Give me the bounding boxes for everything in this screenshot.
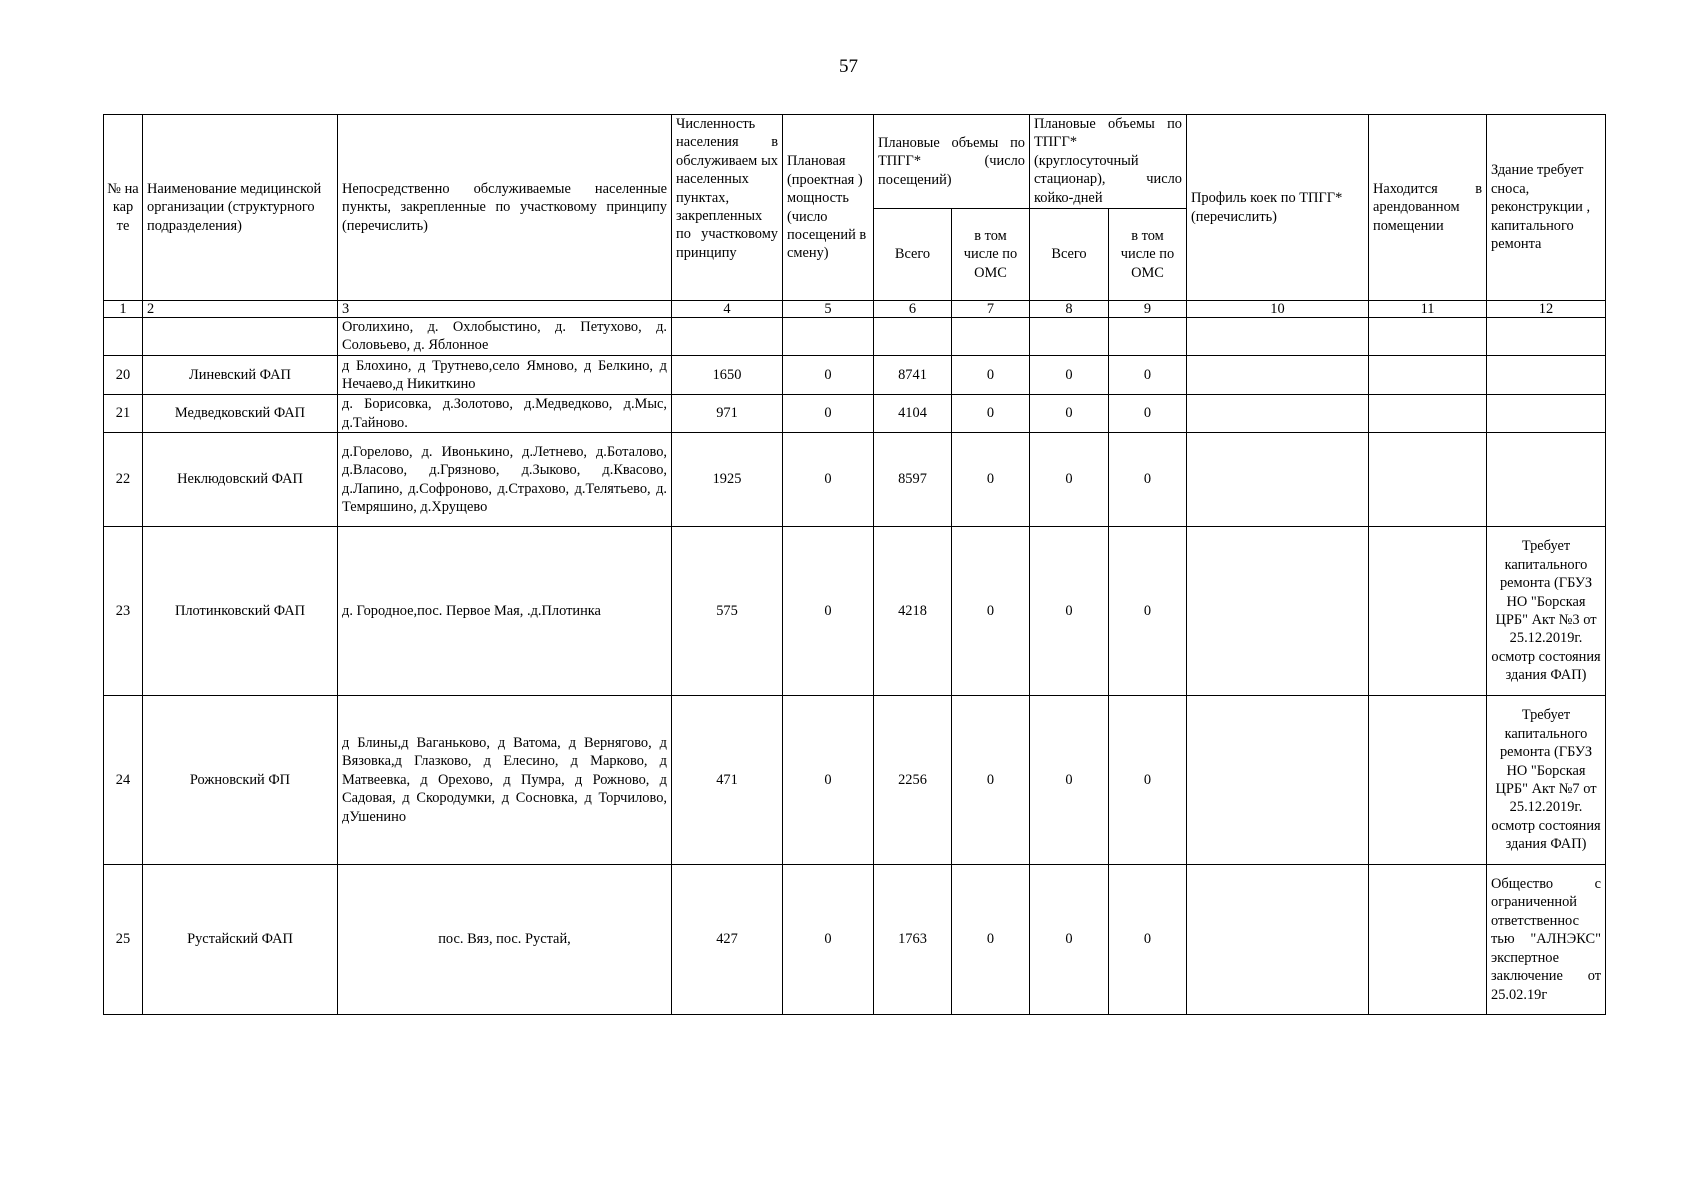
- settlements: д.Горелово, д. Ивонькино, д.Летнево, д.Боталово, д.Власово, д.Грязново, д.Зыково, д.Квасово, д.Лапино, д.Софроново, д.Страхово, д.Телятьево, д. Темряшино, д.Хрущево: [338, 433, 672, 527]
- building-status: Общество с ограниченной ответственнос тью "АЛНЭКС" экспертное заключение от 25.02.19г: [1487, 865, 1606, 1015]
- table-row: [104, 696, 1606, 865]
- cell-empty: [143, 318, 338, 356]
- cell-empty: [874, 318, 952, 356]
- column-numbers-row: [104, 301, 1606, 318]
- header-beds-oms: в том числе по ОМС: [1109, 209, 1187, 301]
- building-status: [1487, 433, 1606, 527]
- settlements: пос. Вяз, пос. Рустай,: [338, 865, 672, 1015]
- header-visits-oms: в том числе по ОМС: [952, 209, 1030, 301]
- colnum-6: 6: [874, 301, 952, 318]
- beds-oms: 0: [1109, 433, 1187, 527]
- rented: [1369, 433, 1487, 527]
- header-col-num: № на кар те: [104, 115, 143, 301]
- visits-oms: 0: [952, 865, 1030, 1015]
- colnum-9: 9: [1109, 301, 1187, 318]
- organization-name: Линевский ФАП: [143, 356, 338, 395]
- population: 1925: [672, 433, 783, 527]
- capacity: 0: [783, 356, 874, 395]
- beds-total: 0: [1030, 527, 1109, 696]
- header-col-bed-profile: Профиль коек по ТПГГ* (перечислить): [1187, 115, 1369, 301]
- capacity: 0: [783, 865, 874, 1015]
- rented: [1369, 865, 1487, 1015]
- beds-oms: 0: [1109, 527, 1187, 696]
- row-number: 25: [104, 865, 143, 1015]
- visits-total: 4104: [874, 395, 952, 433]
- cell-empty: [104, 318, 143, 356]
- colnum-3: 3: [338, 301, 672, 318]
- row-number: 23: [104, 527, 143, 696]
- settlements: д Блины,д Ваганьково, д Ватома, д Вернягово, д Вязовка,д Глазково, д Елесино, д Марково, д Матвеевка, д Орехово, д Пумра, д Рожново, д Садовая, д Скородумки, д Сосновка, д Торчилово, дУшенино: [338, 696, 672, 865]
- building-status: Требует капитального ремонта (ГБУЗ НО "Борская ЦРБ" Акт №3 от 25.12.2019г. осмотр состояния здания ФАП): [1487, 527, 1606, 696]
- rented: [1369, 527, 1487, 696]
- header-row-1: [104, 115, 1606, 209]
- colnum-12: 12: [1487, 301, 1606, 318]
- cell-empty: [1030, 318, 1109, 356]
- row-number: 20: [104, 356, 143, 395]
- bed-profile: [1187, 865, 1369, 1015]
- colnum-11: 11: [1369, 301, 1487, 318]
- population: 1650: [672, 356, 783, 395]
- bed-profile: [1187, 356, 1369, 395]
- beds-total: 0: [1030, 865, 1109, 1015]
- bed-profile: [1187, 433, 1369, 527]
- cell-empty: [783, 318, 874, 356]
- colnum-10: 10: [1187, 301, 1369, 318]
- header-col-organization: Наименование медицинской организации (структурного подразделения): [143, 115, 338, 301]
- table-row: [104, 356, 1606, 395]
- header-col-building: Здание требует сноса, реконструкции , капитального ремонта: [1487, 115, 1606, 301]
- row-number: 22: [104, 433, 143, 527]
- colnum-5: 5: [783, 301, 874, 318]
- building-status: [1487, 395, 1606, 433]
- capacity: 0: [783, 395, 874, 433]
- organization-name: Неклюдовский ФАП: [143, 433, 338, 527]
- rented: [1369, 395, 1487, 433]
- capacity: 0: [783, 433, 874, 527]
- colnum-7: 7: [952, 301, 1030, 318]
- header-col-capacity: Плановая (проектная ) мощность (число посещений в смену): [783, 115, 874, 301]
- rented: [1369, 696, 1487, 865]
- visits-total: 8741: [874, 356, 952, 395]
- settlements: д. Городное,пос. Первое Мая, .д.Плотинка: [338, 527, 672, 696]
- header-col-settlements: Непосредственно обслуживаемые населенные пункты, закрепленные по участковому принципу (перечислить): [338, 115, 672, 301]
- row-number: 24: [104, 696, 143, 865]
- cell-empty: [1109, 318, 1187, 356]
- header-col-rented: Находится в арендованном помещении: [1369, 115, 1487, 301]
- settlements: д. Борисовка, д.Золотово, д.Медведково, д.Мыс, д.Тайново.: [338, 395, 672, 433]
- beds-oms: 0: [1109, 696, 1187, 865]
- organization-name: Медведковский ФАП: [143, 395, 338, 433]
- beds-total: 0: [1030, 395, 1109, 433]
- colnum-8: 8: [1030, 301, 1109, 318]
- visits-total: 1763: [874, 865, 952, 1015]
- cell-empty: [1369, 318, 1487, 356]
- rented: [1369, 356, 1487, 395]
- visits-oms: 0: [952, 527, 1030, 696]
- header-visits-total: Всего: [874, 209, 952, 301]
- population: 427: [672, 865, 783, 1015]
- header-group-inpatient: Плановые объемы по ТПГГ* (круглосуточный стационар), число койко-дней: [1030, 115, 1187, 209]
- colnum-4: 4: [672, 301, 783, 318]
- visits-oms: 0: [952, 395, 1030, 433]
- population: 971: [672, 395, 783, 433]
- beds-oms: 0: [1109, 865, 1187, 1015]
- visits-oms: 0: [952, 433, 1030, 527]
- cell-empty: [1487, 318, 1606, 356]
- table-row: [104, 433, 1606, 527]
- cell-empty: [672, 318, 783, 356]
- building-status: [1487, 356, 1606, 395]
- beds-total: 0: [1030, 696, 1109, 865]
- capacity: 0: [783, 527, 874, 696]
- table-row: [104, 395, 1606, 433]
- facilities-table: [103, 114, 1606, 1015]
- beds-total: 0: [1030, 433, 1109, 527]
- continuation-row: [104, 318, 1606, 356]
- capacity: 0: [783, 696, 874, 865]
- bed-profile: [1187, 527, 1369, 696]
- population: 575: [672, 527, 783, 696]
- visits-oms: 0: [952, 696, 1030, 865]
- beds-total: 0: [1030, 356, 1109, 395]
- beds-oms: 0: [1109, 356, 1187, 395]
- settlements: д Блохино, д Трутнево,село Ямново, д Белкино, д Нечаево,д Никиткино: [338, 356, 672, 395]
- table-row: [104, 527, 1606, 696]
- visits-total: 4218: [874, 527, 952, 696]
- organization-name: Рустайский ФАП: [143, 865, 338, 1015]
- cell-empty: [1187, 318, 1369, 356]
- colnum-1: 1: [104, 301, 143, 318]
- colnum-2: 2: [143, 301, 338, 318]
- row-number: 21: [104, 395, 143, 433]
- visits-total: 2256: [874, 696, 952, 865]
- bed-profile: [1187, 395, 1369, 433]
- cell-empty: [952, 318, 1030, 356]
- header-col-population: Численность населения в обслуживаем ых населенных пунктах, закрепленных по участковому принципу: [672, 115, 783, 301]
- table-row: [104, 865, 1606, 1015]
- header-group-outpatient: Плановые объемы по ТПГГ* (число посещений): [874, 115, 1030, 209]
- beds-oms: 0: [1109, 395, 1187, 433]
- organization-name: Рожновский ФП: [143, 696, 338, 865]
- header-beds-total: Всего: [1030, 209, 1109, 301]
- visits-oms: 0: [952, 356, 1030, 395]
- building-status: Требует капитального ремонта (ГБУЗ НО "Борская ЦРБ" Акт №7 от 25.12.2019г. осмотр состояния здания ФАП): [1487, 696, 1606, 865]
- visits-total: 8597: [874, 433, 952, 527]
- page-number: 57: [839, 56, 858, 77]
- organization-name: Плотинковский ФАП: [143, 527, 338, 696]
- continuation-settlements: Оголихино, д. Охлобыстино, д. Петухово, д. Соловьево, д. Яблонное: [338, 318, 672, 356]
- bed-profile: [1187, 696, 1369, 865]
- population: 471: [672, 696, 783, 865]
